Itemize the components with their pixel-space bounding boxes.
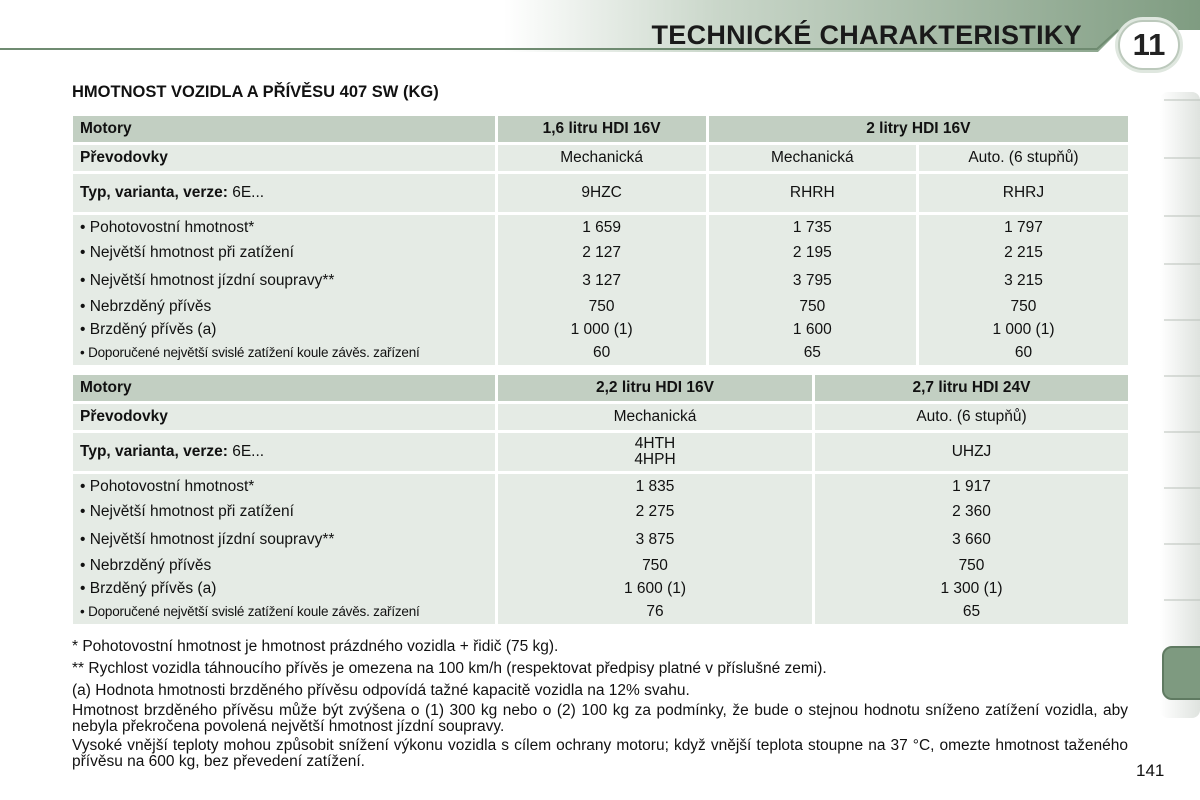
gearbox-label: Převodovky xyxy=(73,404,495,430)
motor-header: 2,7 litru HDI 24V xyxy=(815,375,1128,401)
value-cell: 76 xyxy=(646,603,664,620)
motor-header: 1,6 litru HDI 16V xyxy=(498,116,706,142)
gearbox-cell: Mechanická xyxy=(709,145,916,171)
row-label-max-loaded: • Největší hmotnost při zatížení xyxy=(80,244,294,261)
value-cell: 1 917 xyxy=(952,478,991,495)
value-cell: 3 127 xyxy=(582,272,622,289)
value-cell: 65 xyxy=(962,603,981,620)
weight-column xyxy=(498,215,706,365)
footnotes xyxy=(72,637,1128,773)
weight-column xyxy=(815,474,1128,624)
value-cell: 60 xyxy=(1014,344,1033,361)
value-cell: 3 875 xyxy=(635,531,675,548)
row-label-nose-weight: • Doporučené největší svislé zatížení koule závěs. zařízení xyxy=(80,604,420,619)
gearbox-cell: Mechanická xyxy=(498,404,812,430)
row-label-unbraked-trailer: • Nebrzděný přívěs xyxy=(80,298,212,315)
type-label-bold: Typ, varianta, verze: xyxy=(80,184,228,201)
motor-label: Motory xyxy=(73,375,495,401)
value-cell: 1 000 (1) xyxy=(570,321,633,338)
row-label-nose-weight: • Doporučené největší svislé zatížení koule závěs. zařízení xyxy=(80,345,420,360)
type-code: 4HTH xyxy=(634,435,676,452)
value-cell: 1 600 (1) xyxy=(623,580,687,597)
gearbox-cell: Mechanická xyxy=(498,145,706,171)
value-cell: 3 215 xyxy=(1004,272,1043,289)
footnote: ** Rychlost vozidla táhnoucího přívěs je omezena na 100 km/h (respektovat předpisy platné v příslušné zemi). xyxy=(72,660,827,677)
type-label xyxy=(73,174,495,212)
value-cell: 2 215 xyxy=(1004,244,1043,261)
row-label-curb-weight: • Pohotovostní hmotnost* xyxy=(80,478,255,495)
motor-header: 2,2 litru HDI 16V xyxy=(498,375,812,401)
type-cell: UHZJ xyxy=(815,433,1128,471)
chapter-side-tabs xyxy=(1160,92,1200,718)
weights-table-2 xyxy=(70,372,1131,627)
type-code: 4HPH xyxy=(634,451,676,468)
value-cell: 1 797 xyxy=(1004,219,1043,236)
weight-column xyxy=(498,474,812,624)
row-label-curb-weight: • Pohotovostní hmotnost* xyxy=(80,219,255,236)
footnote-paragraph: Vysoké vnější teploty mohou způsobit snížení výkonu vozidla s cílem ochrany motoru; když vnější teplota stoupne na 37 °C, omezte hmotnost taženého přívěsu na 600 kg, bez převedení zatížení. xyxy=(72,737,1128,770)
gearbox-label: Převodovky xyxy=(73,145,495,171)
weight-column xyxy=(919,215,1128,365)
value-cell: 1 659 xyxy=(582,219,622,236)
row-label-braked-trailer: • Brzděný přívěs (a) xyxy=(80,580,217,597)
type-cell: RHRJ xyxy=(919,174,1128,212)
row-label-max-combination: • Největší hmotnost jízdní soupravy** xyxy=(80,531,335,548)
weight-row-labels xyxy=(73,474,495,624)
weight-column xyxy=(709,215,916,365)
value-cell: 65 xyxy=(803,344,821,361)
value-cell: 750 xyxy=(1010,298,1037,315)
motor-label: Motory xyxy=(73,116,495,142)
value-cell: 2 127 xyxy=(582,244,622,261)
type-cell: RHRH xyxy=(709,174,916,212)
chapter-number-badge: 11 xyxy=(1118,20,1180,70)
value-cell: 2 275 xyxy=(635,503,675,520)
value-cell: 750 xyxy=(958,557,985,574)
section-title: HMOTNOST VOZIDLA A PŘÍVĚSU 407 SW (KG) xyxy=(72,83,439,101)
value-cell: 750 xyxy=(642,557,668,574)
value-cell: 1 835 xyxy=(635,478,675,495)
type-label-value: 6E... xyxy=(232,443,265,460)
footnote: * Pohotovostní hmotnost je hmotnost prázdného vozidla + řidič (75 kg). xyxy=(72,638,559,655)
value-cell: 1 735 xyxy=(792,219,832,236)
row-label-braked-trailer: • Brzděný přívěs (a) xyxy=(80,321,217,338)
value-cell: 750 xyxy=(799,298,826,315)
row-label-unbraked-trailer: • Nebrzděný přívěs xyxy=(80,557,212,574)
weight-row-labels xyxy=(73,215,495,365)
value-cell: 2 195 xyxy=(792,244,832,261)
chapter-title: TECHNICKÉ CHARAKTERISTIKY xyxy=(651,20,1082,50)
value-cell: 1 300 (1) xyxy=(940,580,1003,597)
type-cell xyxy=(498,433,812,471)
value-cell: 3 795 xyxy=(792,272,832,289)
page-number: 141 xyxy=(1136,761,1165,780)
type-label-value: 6E... xyxy=(232,184,265,201)
value-cell: 2 360 xyxy=(952,503,991,520)
type-label-bold: Typ, varianta, verze: xyxy=(80,443,228,460)
footnote: (a) Hodnota hmotnosti brzděného přívěsu odpovídá tažné kapacitě vozidla na 12% svahu. xyxy=(72,682,690,699)
value-cell: 750 xyxy=(588,298,615,315)
value-cell: 3 660 xyxy=(952,531,991,548)
footnote-paragraph: Hmotnost brzděného přívěsu může být zvýšena o (1) 300 kg nebo o (2) 100 kg za podmínky, že bude o stejnou hodnotu sníženo zatížení vozidla, aby nebyla překročena povolená největší hmotnost jízdní soupravy. xyxy=(72,702,1128,735)
value-cell: 1 600 xyxy=(792,321,832,338)
chapter-tab-active[interactable] xyxy=(1162,646,1200,700)
value-cell: 1 000 (1) xyxy=(992,321,1055,338)
gearbox-cell: Auto. (6 stupňů) xyxy=(919,145,1128,171)
gearbox-cell: Auto. (6 stupňů) xyxy=(815,404,1128,430)
motor-header: 2 litry HDI 16V xyxy=(709,116,1128,142)
weights-table-1 xyxy=(70,113,1131,368)
row-label-max-loaded: • Největší hmotnost při zatížení xyxy=(80,503,294,520)
type-cell: 9HZC xyxy=(498,174,706,212)
type-label xyxy=(73,433,495,471)
value-cell: 60 xyxy=(592,344,611,361)
row-label-max-combination: • Největší hmotnost jízdní soupravy** xyxy=(80,272,335,289)
